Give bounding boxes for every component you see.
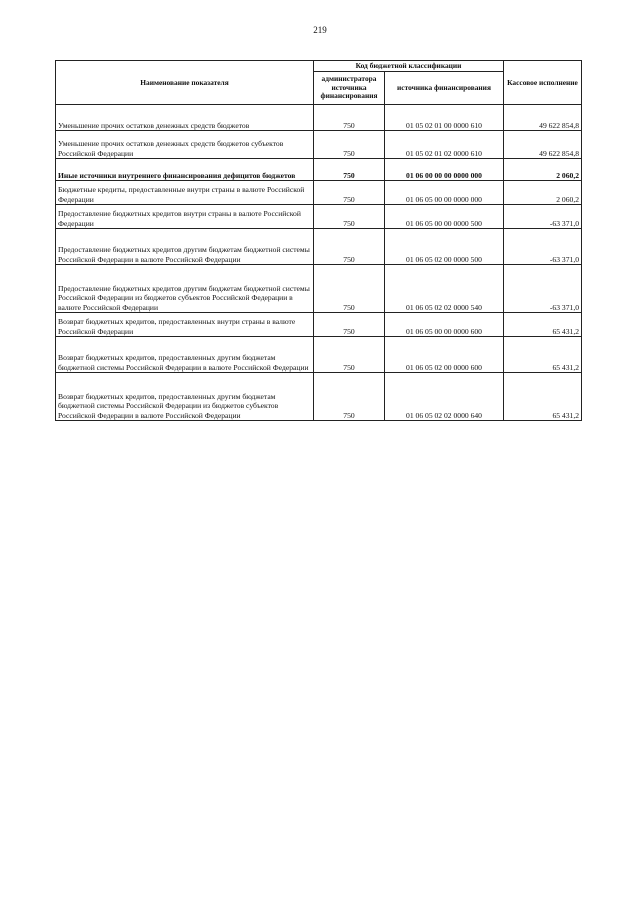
header-name: Наименование показателя [56, 61, 314, 105]
row-name: Уменьшение прочих остатков денежных средств бюджетов [56, 105, 314, 131]
row-source-code: 01 06 05 00 00 0000 600 [385, 313, 504, 337]
row-name: Предоставление бюджетных кредитов другим бюджетам бюджетной системы Российской Федерации из бюджетов субъектов Российской Федерации в валюте Российской Федерации [56, 265, 314, 313]
row-amount: 49 622 854,8 [504, 131, 582, 159]
row-amount: -63 371,0 [504, 229, 582, 265]
row-source-code: 01 06 05 00 00 0000 500 [385, 205, 504, 229]
row-admin-code: 750 [314, 131, 385, 159]
row-name: Уменьшение прочих остатков денежных средств бюджетов субъектов Российской Федерации [56, 131, 314, 159]
row-admin-code: 750 [314, 373, 385, 421]
table-row [56, 205, 582, 229]
row-name: Иные источники внутреннего финансирования дефицитов бюджетов [56, 159, 314, 181]
table-row [56, 337, 582, 373]
table-row [56, 313, 582, 337]
row-source-code: 01 05 02 01 00 0000 610 [385, 105, 504, 131]
row-admin-code: 750 [314, 181, 385, 205]
row-amount: 2 060,2 [504, 181, 582, 205]
row-name: Предоставление бюджетных кредитов внутри страны в валюте Российской Федерации [56, 205, 314, 229]
row-admin-code: 750 [314, 337, 385, 373]
table-row [56, 131, 582, 159]
row-admin-code: 750 [314, 313, 385, 337]
page-number: 219 [313, 25, 327, 35]
table-body [56, 105, 582, 421]
row-name: Возврат бюджетных кредитов, предоставленных внутри страны в валюте Российской Федерации [56, 313, 314, 337]
header-amount: Кассовое исполнение [504, 61, 582, 105]
row-admin-code: 750 [314, 229, 385, 265]
row-source-code: 01 06 05 02 02 0000 540 [385, 265, 504, 313]
row-name: Возврат бюджетных кредитов, предоставленных другим бюджетам бюджетной системы Российской Федерации в валюте Российской Федерации [56, 337, 314, 373]
row-amount: 65 431,2 [504, 373, 582, 421]
row-source-code: 01 06 00 00 00 0000 000 [385, 159, 504, 181]
row-amount: -63 371,0 [504, 205, 582, 229]
table-row [56, 159, 582, 181]
row-source-code: 01 06 05 02 00 0000 500 [385, 229, 504, 265]
row-admin-code: 750 [314, 159, 385, 181]
table-header [56, 61, 582, 105]
row-amount: 2 060,2 [504, 159, 582, 181]
table-row [56, 181, 582, 205]
row-name: Бюджетные кредиты, предоставленные внутри страны в валюте Российской Федерации [56, 181, 314, 205]
row-source-code: 01 06 05 00 00 0000 000 [385, 181, 504, 205]
row-name: Предоставление бюджетных кредитов другим бюджетам бюджетной системы Российской Федерации в валюте Российской Федерации [56, 229, 314, 265]
row-admin-code: 750 [314, 205, 385, 229]
table-row [56, 105, 582, 131]
row-amount: -63 371,0 [504, 265, 582, 313]
row-source-code: 01 05 02 01 02 0000 610 [385, 131, 504, 159]
row-admin-code: 750 [314, 105, 385, 131]
row-amount: 49 622 854,8 [504, 105, 582, 131]
header-source: источника финансирования [385, 72, 504, 105]
row-source-code: 01 06 05 02 02 0000 640 [385, 373, 504, 421]
table-row [56, 373, 582, 421]
budget-table [55, 60, 582, 421]
header-admin: администратора источника финансирования [314, 72, 385, 105]
header-code-group: Код бюджетной классификации [314, 61, 504, 72]
row-amount: 65 431,2 [504, 337, 582, 373]
row-amount: 65 431,2 [504, 313, 582, 337]
row-source-code: 01 06 05 02 00 0000 600 [385, 337, 504, 373]
table-row [56, 265, 582, 313]
table-row [56, 229, 582, 265]
row-name: Возврат бюджетных кредитов, предоставленных другим бюджетам бюджетной системы Российской Федерации из бюджетов субъектов Российской Федерации в валюте Российской Федерации [56, 373, 314, 421]
row-admin-code: 750 [314, 265, 385, 313]
